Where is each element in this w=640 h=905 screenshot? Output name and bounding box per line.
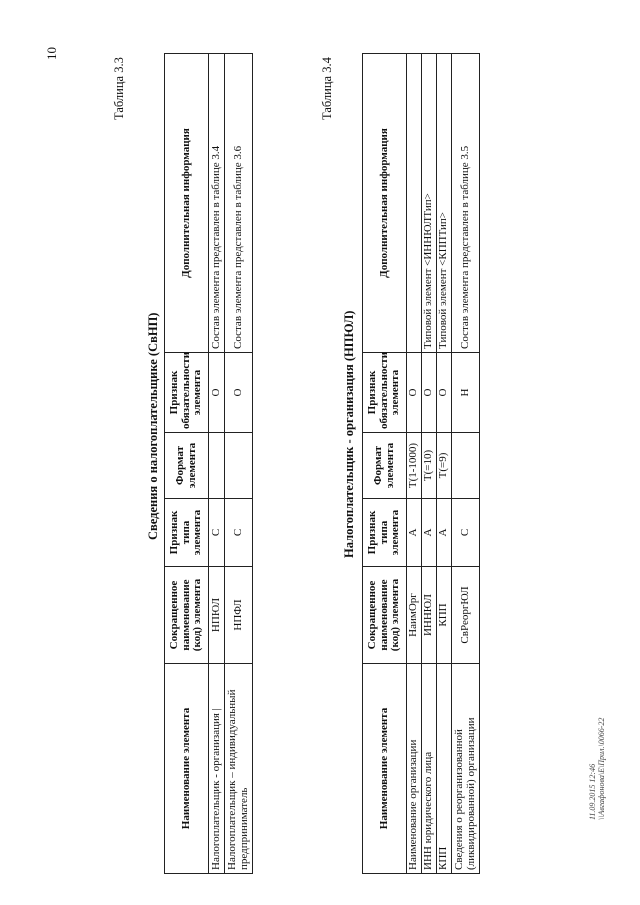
header-cell: Признак обязательности элемента [165,353,209,433]
table-3-3-label: Таблица 3.3 [112,57,126,120]
table-cell: Состав элемента представлен в таблице 3.5 [452,54,480,353]
table-cell [209,433,225,499]
table-cell: С [225,499,253,567]
table-cell: А [407,499,422,567]
table-cell [452,433,480,499]
header-cell: Дополнительная информация [363,54,407,353]
table-cell: Наименование организации [407,664,422,874]
table-cell: T(=9) [437,433,452,499]
table-cell: T(=10) [422,433,437,499]
table-header-row [165,54,209,874]
table-cell: СвРеоргЮЛ [452,567,480,664]
table-cell: Налогоплательщик - организация | [209,664,225,874]
table-cell: О [437,353,452,433]
table-cell [407,54,422,353]
header-cell: Формат элемента [363,433,407,499]
header-cell: Признак типа элемента [363,499,407,567]
table-cell: НПЮЛ [209,567,225,664]
stamp-line-datetime: 11.09.2015 12:46 [588,763,597,820]
table-row [225,54,253,874]
table-cell: НПФЛ [225,567,253,664]
table-cell: Сведения о реорганизованной (ликвидированной) организации [452,664,480,874]
header-cell: Наименование элемента [363,664,407,874]
table-cell: О [422,353,437,433]
table-header-row [363,54,407,874]
table-row [407,54,422,874]
table-cell: О [225,353,253,433]
table-cell: ИНН юридического лица [422,664,437,874]
table-3-4-title: Налогоплательщик - организация (НПЮЛ) [342,310,356,558]
table-cell: С [209,499,225,567]
table-cell: НаимОрг [407,567,422,664]
header-cell: Сокращенное наименование (код) элемента [165,567,209,664]
table-cell: T(1-1000) [407,433,422,499]
table-cell: О [209,353,225,433]
table-3-4-label: Таблица 3.4 [320,57,334,120]
table-row [209,54,225,874]
table-3-3 [164,53,253,874]
table-3-4 [362,53,480,874]
table-cell: КПП [437,664,452,874]
table-cell: ИННЮЛ [422,567,437,664]
header-cell: Формат элемента [165,433,209,499]
table-cell: Н [452,353,480,433]
header-cell: Сокращенное наименование (код) элемента [363,567,407,664]
table-cell: Налогоплательщик – индивидуальный предприниматель [225,664,253,874]
header-cell: Наименование элемента [165,664,209,874]
header-cell: Дополнительная информация [165,54,209,353]
rotated-page-content [20,40,620,880]
table-row [422,54,437,874]
table-cell: Состав элемента представлен в таблице 3.6 [225,54,253,353]
table-cell: А [422,499,437,567]
header-cell: Признак типа элемента [165,499,209,567]
table-cell: О [407,353,422,433]
table-cell: Типовой элемент <КППТип> [437,54,452,353]
table-cell: А [437,499,452,567]
table-cell: Состав элемента представлен в таблице 3.4 [209,54,225,353]
table-cell: Типовой элемент <ИННЮЛТип> [422,54,437,353]
stamp-line-path: \\Авгафонова\E\Прил.\0066-22 [597,717,607,820]
table-cell: КПП [437,567,452,664]
table-row [452,54,480,874]
table-cell: С [452,499,480,567]
table-row [437,54,452,874]
header-cell: Признак обязательности элемента [363,353,407,433]
table-3-3-title: Сведения о налогоплательщике (СвНП) [146,312,160,540]
document-stamp [588,718,606,820]
page-number: 10 [44,47,59,60]
table-cell [225,433,253,499]
